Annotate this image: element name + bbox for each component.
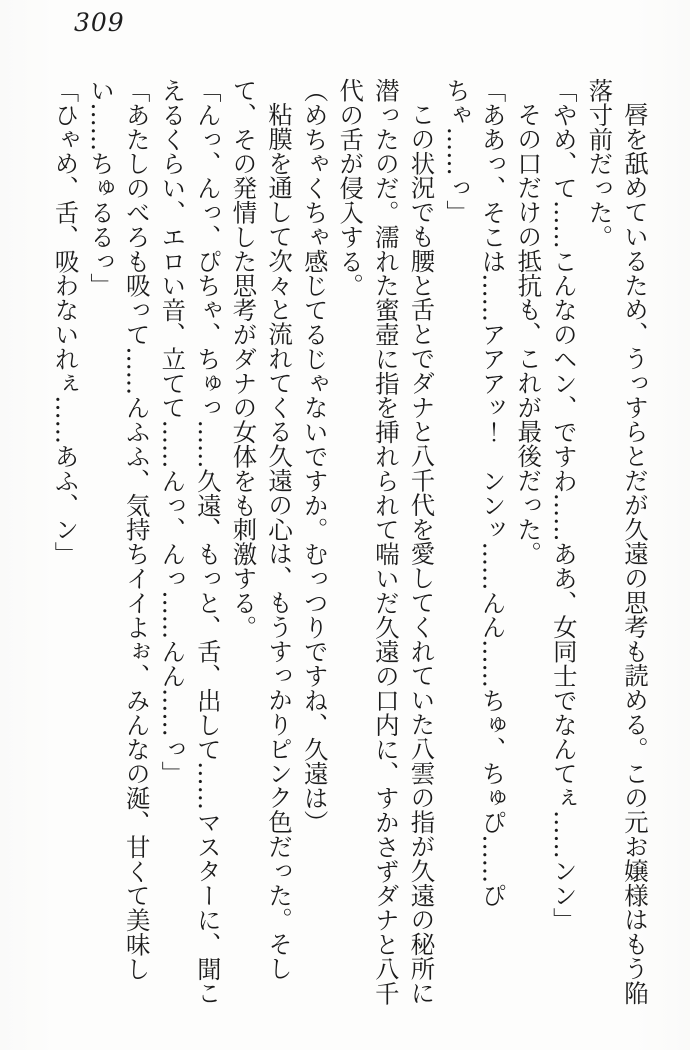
paragraph-narration: 粘膜を通して次々と流れてくる久遠の心は、もうすっかりピンク色だった。そして、その発情した思考がダナの女体をも刺激する。 bbox=[228, 78, 294, 981]
page-text bbox=[47, 78, 652, 1012]
paragraph-dialogue: 「んっ、んっ、ぴちゃ、ちゅっ……久遠、もっと、舌、出して……マスターに、聞こえるくらい、エロい音、立てて……んっ、んっ……んん……っ」 bbox=[157, 78, 222, 1006]
page-number: 309 bbox=[74, 8, 125, 37]
paragraph-dialogue: 「ああっ、そこは……アアアッ！ ンンッ……んん……ちゅ、ちゅぴ……ぴちゃ……っ」 bbox=[442, 78, 507, 908]
paragraph-thought: （めちゃくちゃ感じてるじゃないですか。むっつりですね、久遠は） bbox=[299, 78, 329, 835]
paragraph-dialogue: 「ひゃめ、舌、吸わないれぇ……あふ、ン」 bbox=[50, 78, 80, 566]
paragraph-narration: 唇を舐めているため、うっすらとだが久遠の思考も読める。この元お嬢様はもう陥落寸前だった。 bbox=[584, 78, 649, 1006]
paragraph-narration: その口だけの抵抗も、これが最後だった。 bbox=[513, 102, 543, 566]
paragraph-narration: この状況でも腰と舌とでダナと八千代を愛してくれていた八雲の指が久遠の秘所に潜ったのだ。濡れた蜜壺に指を挿れられて喘いだ久遠の口内に、すかさずダナと八千代の舌が侵入する。 bbox=[335, 78, 436, 1006]
paragraph-dialogue: 「あたしのべろも吸って……んふふ、気持ちイイよぉ、みんなの涎、甘くて美味しい……ちゅるるっ」 bbox=[86, 78, 151, 981]
paragraph-dialogue: 「やめ、て……こんなのヘン、ですわ……ああ、女同士でなんてぇ……ンン」 bbox=[548, 78, 578, 932]
